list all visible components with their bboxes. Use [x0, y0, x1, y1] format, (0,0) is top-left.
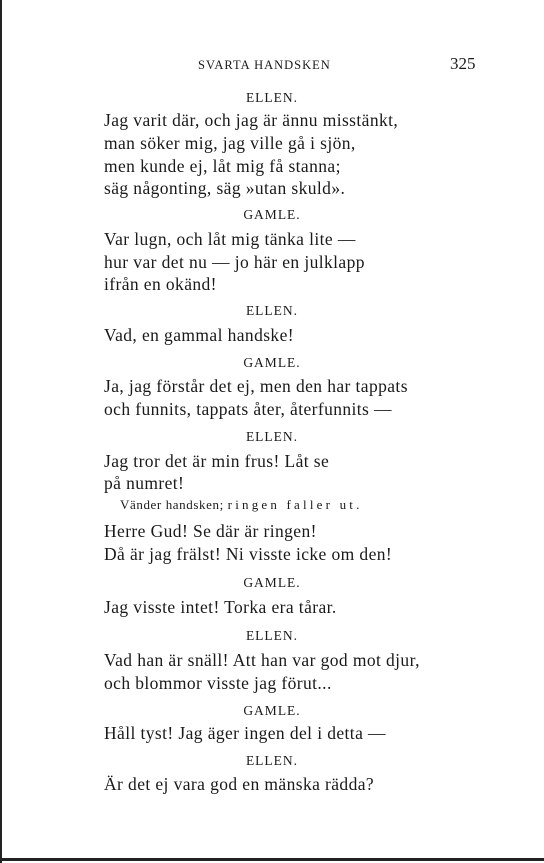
verse-line: Är det ej vara god en mänska rädda? [104, 774, 375, 794]
speaker-label: ELLEN. [245, 628, 299, 643]
verse-line: Ja, jag förstår det ej, men den har tappats [104, 376, 408, 396]
verse-line: Vad han är snäll! Att han var god mot djur, [104, 650, 420, 670]
speaker-label: ELLEN. [245, 303, 299, 318]
speaker-label: GAMLE. [243, 703, 301, 718]
verse-line: och blommor visste jag förut... [104, 673, 332, 693]
verse-line: men kunde ej, låt mig få stanna; [104, 156, 341, 176]
verse-line: Var lugn, och låt mig tänka lite — [104, 229, 356, 249]
verse-line: säg någonting, säg »utan skuld». [104, 178, 346, 198]
verse-line: man söker mig, jag ville gå i sjön, [104, 133, 356, 153]
verse-line: hur var det nu — jo här en julklapp [104, 252, 365, 272]
stage-direction-spaced-text: ringen faller ut. [227, 497, 363, 512]
verse-line: och funnits, tappats åter, återfunnits — [104, 399, 392, 419]
speaker-label: GAMLE. [243, 207, 301, 222]
speaker-label: ELLEN. [245, 429, 299, 444]
page-header [0, 54, 544, 78]
verse-line: Då är jag frälst! Ni visste icke om den! [104, 544, 393, 564]
speaker-label: GAMLE. [243, 575, 301, 590]
verse-line: på numret! [104, 473, 185, 493]
speaker-label: ELLEN. [245, 90, 299, 105]
stage-direction-text: Vänder handsken; [120, 497, 228, 512]
speaker-label: GAMLE. [243, 355, 301, 370]
stage-direction [120, 497, 363, 513]
running-title: SVARTA HANDSKEN [198, 58, 331, 72]
page-number: 325 [450, 54, 476, 73]
verse-line: Herre Gud! Se där är ringen! [104, 521, 317, 541]
verse-line: ifrån en okänd! [104, 274, 217, 294]
verse-line: Vad, en gammal handske! [104, 325, 294, 345]
verse-line: Håll tyst! Jag äger ingen del i detta — [104, 723, 386, 743]
page-edge-bottom [0, 858, 544, 861]
verse-line: Jag tror det är min frus! Låt se [104, 451, 330, 471]
verse-line: Jag visste intet! Torka era tårar. [104, 597, 337, 617]
speaker-label: ELLEN. [245, 753, 299, 768]
verse-line: Jag varit där, och jag är ännu misstänkt, [104, 110, 399, 130]
